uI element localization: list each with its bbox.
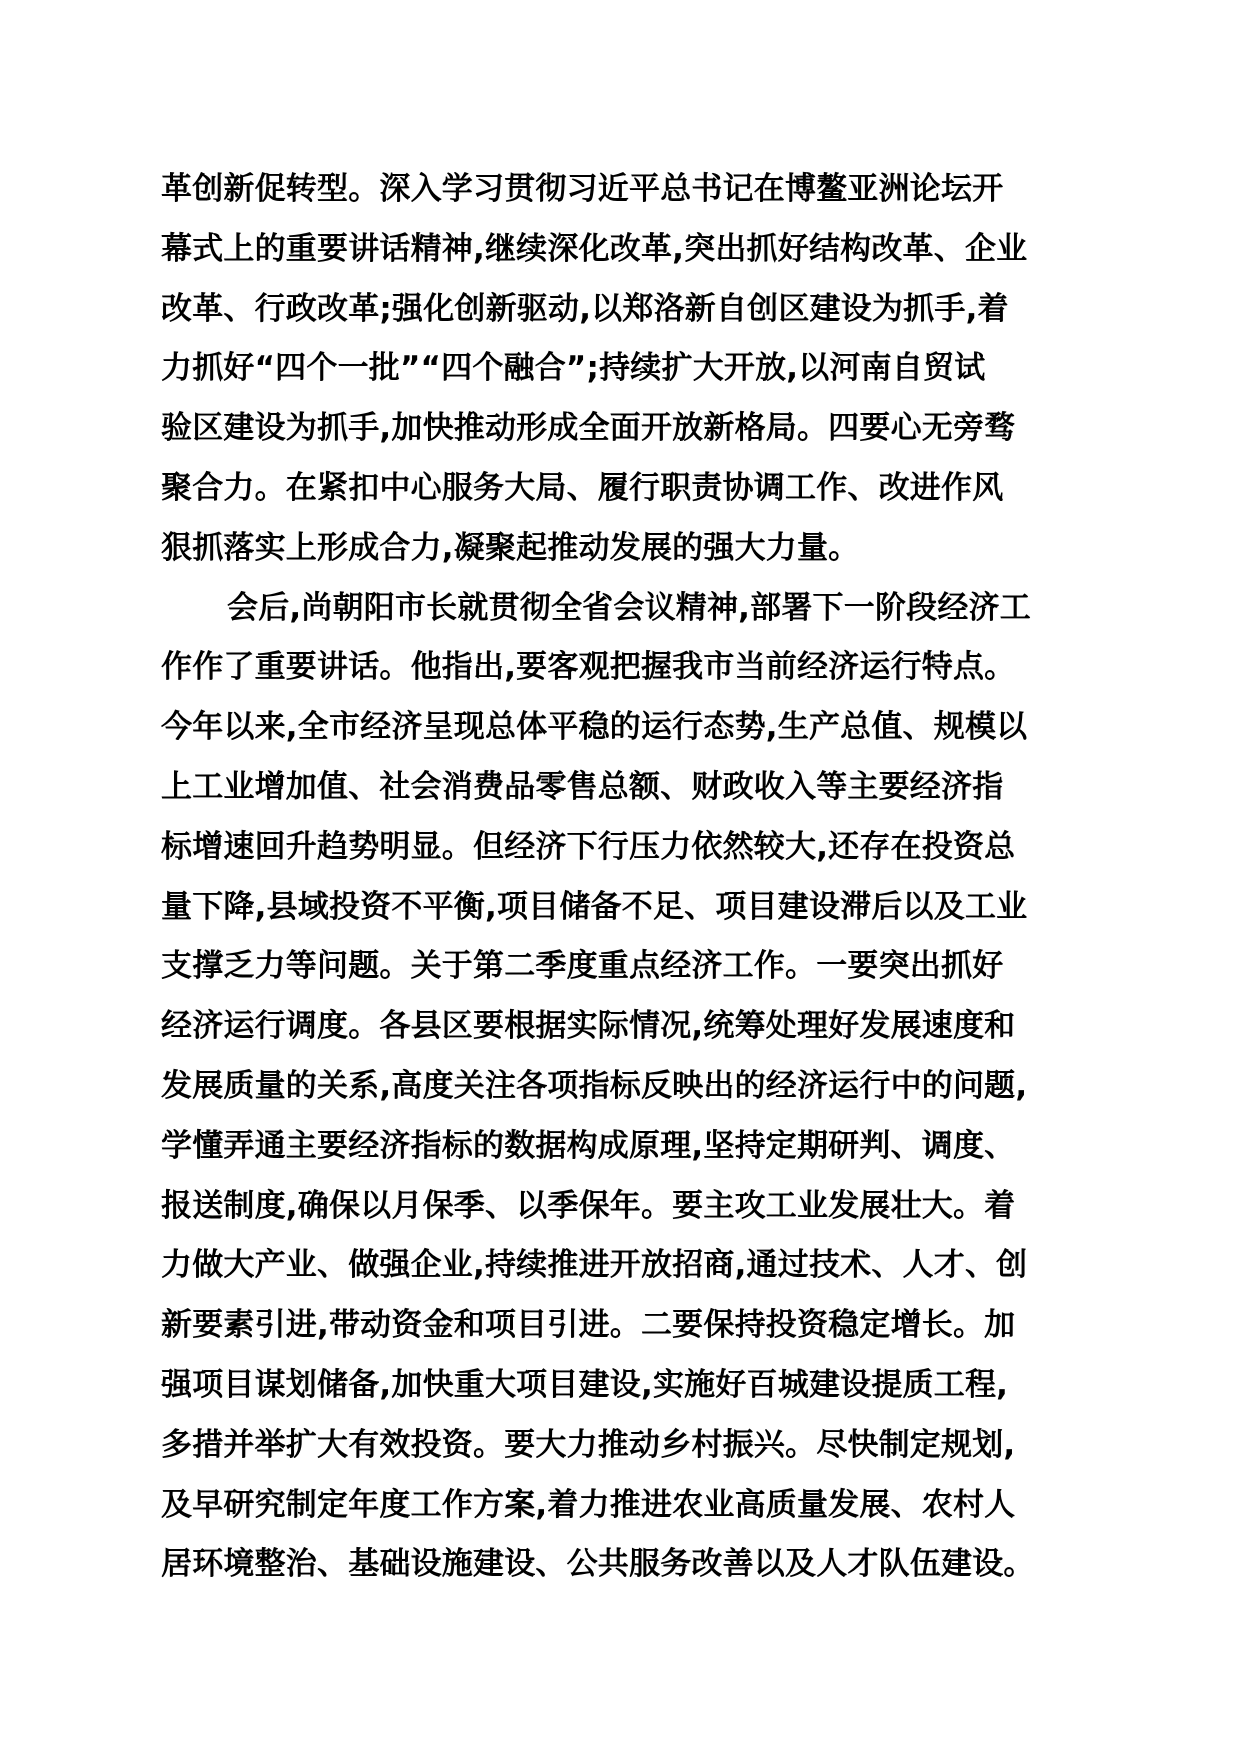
text-line: 幕式上的重要讲话精神,继续深化改革,突出抓好结构改革、企业: [161, 230, 1028, 267]
text-line: 验区建设为抓手,加快推动形成全面开放新格局。四要心无旁骛: [161, 410, 1016, 447]
text-line: 支撑乏力等问题。关于第二季度重点经济工作。一要突出抓好: [161, 948, 1004, 985]
text-line: 多措并举扩大有效投资。要大力推动乡村振兴。尽快制定规划,: [161, 1426, 1016, 1463]
text-line: 上工业增加值、社会消费品零售总额、财政收入等主要经济指: [161, 768, 1004, 805]
text-line: 报送制度,确保以月保季、以季保年。要主攻工业发展壮大。着: [161, 1187, 1016, 1224]
text-line: 力抓好“四个一批”“四个融合”;持续扩大开放,以河南自贸试: [161, 350, 986, 387]
text-line: 聚合力。在紧扣中心服务大局、履行职责协调工作、改进作风: [161, 469, 1004, 506]
text-line: 革创新促转型。深入学习贯彻习近平总书记在博鳌亚洲论坛开: [161, 171, 1004, 207]
text-line: 力做大产业、做强企业,持续推进开放招商,通过技术、人才、创: [161, 1247, 1028, 1284]
text-line: 发展质量的关系,高度关注各项指标反映出的经济运行中的问题,: [161, 1067, 1028, 1104]
text-line: 标增速回升趋势明显。但经济下行压力依然较大,还存在投资总: [161, 828, 1016, 865]
paragraph-start-line: 会后,尚朝阳市长就贯彻全省会议精神,部署下一阶段经济工: [227, 589, 1031, 626]
text-line: 今年以来,全市经济呈现总体平稳的运行态势,生产总值、规模以: [161, 709, 1028, 746]
text-line: 学懂弄通主要经济指标的数据构成原理,坚持定期研判、调度、: [161, 1127, 1016, 1164]
text-line: 作作了重要讲话。他指出,要客观把握我市当前经济运行特点。: [161, 649, 1016, 686]
text-line: 改革、行政改革;强化创新驱动,以郑洛新自创区建设为抓手,着: [161, 290, 1009, 327]
body-text: [161, 160, 1091, 1595]
text-line: 居环境整治、基础设施建设、公共服务改善以及人才队伍建设。: [161, 1546, 1035, 1583]
text-line: 强项目谋划储备,加快重大项目建设,实施好百城建设提质工程,: [161, 1366, 1009, 1403]
text-line: 新要素引进,带动资金和项目引进。二要保持投资稳定增长。加: [161, 1307, 1016, 1344]
text-line: 及早研究制定年度工作方案,着力推进农业高质量发展、农村人: [161, 1486, 1016, 1523]
text-line: 经济运行调度。各县区要根据实际情况,统筹处理好发展速度和: [161, 1008, 1016, 1045]
text-line: 量下降,县域投资不平衡,项目储备不足、项目建设滞后以及工业: [161, 888, 1028, 925]
text-line: 狠抓落实上形成合力,凝聚起推动发展的强大力量。: [161, 529, 860, 566]
